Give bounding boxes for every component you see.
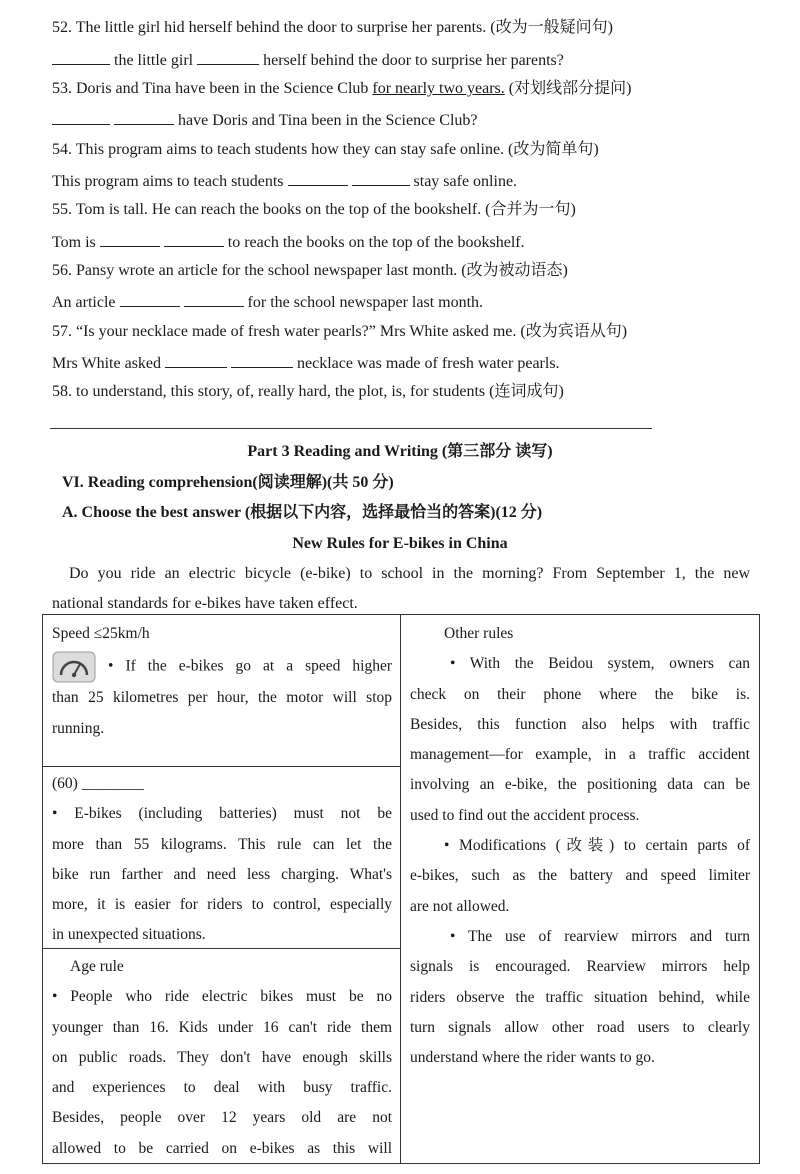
other-line: • With the Beidou system, owners can <box>450 655 750 673</box>
other-heading: Other rules <box>444 625 514 642</box>
other-line: turn signals allow other road users to clearly <box>410 1018 750 1036</box>
age-line: and experiences to deal with busy traffic. <box>52 1079 392 1097</box>
other-line: involving an e-bike, the positioning data can be <box>410 776 750 794</box>
other-line: are not allowed. <box>410 897 510 915</box>
other-line: e-bikes, such as the battery and speed limiter <box>410 867 750 885</box>
weight-cell <box>52 769 392 951</box>
other-line: signals is encouraged. Rearview mirrors help <box>410 958 750 976</box>
q52-sentence: 52. The little girl hid herself behind the door to surprise her parents. (改为一般疑问句) <box>52 19 613 36</box>
q54-answer-line: This program aims to teach students stay safe online. <box>52 170 517 192</box>
weight-heading[interactable]: (60) ________ <box>52 775 144 792</box>
answer-blank[interactable] <box>52 49 110 65</box>
answer-blank[interactable] <box>52 109 110 125</box>
answer-blank[interactable] <box>231 352 293 368</box>
other-line: understand where the rider wants to go. <box>410 1049 655 1067</box>
q56-sentence: 56. Pansy wrote an article for the school newspaper last month. (改为被动语态) <box>52 262 568 279</box>
age-line: Besides, people over 12 years old are not <box>52 1109 392 1127</box>
answer-blank[interactable] <box>165 352 227 368</box>
other-line: riders observe the traffic situation behind, while <box>410 988 750 1006</box>
age-heading: Age rule <box>70 958 124 975</box>
underlined-phrase: for nearly two years. <box>372 80 505 97</box>
other-line: • Modifications (改装) to certain parts of <box>444 837 750 855</box>
other-line: management—for example, in a traffic accident <box>410 746 750 764</box>
article-title: New Rules for E-bikes in China <box>292 535 508 552</box>
speed-cell <box>52 619 392 744</box>
answer-blank[interactable] <box>120 291 180 307</box>
age-line: allowed to be carried on e-bikes as this will <box>52 1139 392 1157</box>
q55-answer-line: Tom is to reach the books on the top of the bookshelf. <box>52 231 525 253</box>
other-line: Besides, this function also helps with traffic <box>410 715 750 733</box>
q55-sentence: 55. Tom is tall. He can reach the books on the top of the bookshelf. (合并为一句) <box>52 201 576 218</box>
q52-answer-line: the little girl herself behind the door to surprise her parents? <box>52 49 564 71</box>
answer-writing-line[interactable] <box>50 428 652 429</box>
q56-answer-line: An article for the school newspaper last month. <box>52 291 483 313</box>
answer-blank[interactable] <box>352 170 410 186</box>
q53-sentence: 53. Doris and Tina have been in the Science Club for nearly two years. (对划线部分提问) <box>52 80 632 97</box>
part-title: Part 3 Reading and Writing (第三部分 读写) <box>247 443 553 460</box>
q54-sentence: 54. This program aims to teach students how they can stay safe online. (改为简单句) <box>52 141 599 158</box>
speed-line-3: running. <box>52 719 105 737</box>
answer-blank[interactable] <box>114 109 174 125</box>
age-cell <box>52 952 392 1164</box>
weight-line: more, it is easier for riders to control, especially <box>52 896 392 914</box>
intro-line-1: Do you ride an electric bicycle (e-bike) to school in the morning? From September 1, the new <box>69 565 750 582</box>
q53-answer-line: have Doris and Tina been in the Science Club? <box>52 109 478 131</box>
other-rules-cell <box>410 619 750 1073</box>
speed-heading: Speed ≤25km/h <box>52 625 150 642</box>
age-line: on public roads. They don't have enough skills <box>52 1048 392 1066</box>
subsection-title: A. Choose the best answer (根据以下内容，选择最恰当的答案)(12 分) <box>62 504 543 521</box>
q57-sentence: 57. “Is your necklace made of fresh water pearls?” Mrs White asked me. (改为宾语从句) <box>52 323 628 340</box>
other-line: • The use of rearview mirrors and turn <box>450 927 750 945</box>
q57-answer-line: Mrs White asked necklace was made of fresh water pearls. <box>52 352 560 374</box>
intro-line-2: national standards for e-bikes have taken effect. <box>52 595 358 612</box>
answer-blank[interactable] <box>184 291 244 307</box>
weight-line: in unexpected situations. <box>52 926 206 944</box>
speed-line-1: • If the e-bikes go at a speed higher <box>52 651 392 683</box>
answer-blank[interactable] <box>197 49 259 65</box>
weight-line: more than 55 kilograms. This rule can let the <box>52 835 392 853</box>
other-line: check on their phone where the bike is. <box>410 685 750 703</box>
section-title: VI. Reading comprehension(阅读理解)(共 50 分) <box>62 474 394 491</box>
q58-sentence: 58. to understand, this story, of, really hard, the plot, is, for students (连词成句) <box>52 383 564 400</box>
weight-line: bike run farther and need less charging. What's <box>52 865 392 883</box>
weight-line: • E-bikes (including batteries) must not be <box>52 805 392 823</box>
other-line: used to find out the accident process. <box>410 806 640 824</box>
table-divider <box>43 766 400 767</box>
age-line: younger than 16. Kids under 16 can't ride them <box>52 1018 392 1036</box>
answer-blank[interactable] <box>288 170 348 186</box>
speedometer-icon <box>52 651 96 683</box>
age-line: • People who ride electric bikes must be no <box>52 988 392 1006</box>
speed-line-2: than 25 kilometres per hour, the motor will stop <box>52 689 392 707</box>
table-divider <box>400 615 401 1163</box>
answer-blank[interactable] <box>100 231 160 247</box>
rules-table <box>42 614 760 1164</box>
answer-blank[interactable] <box>164 231 224 247</box>
